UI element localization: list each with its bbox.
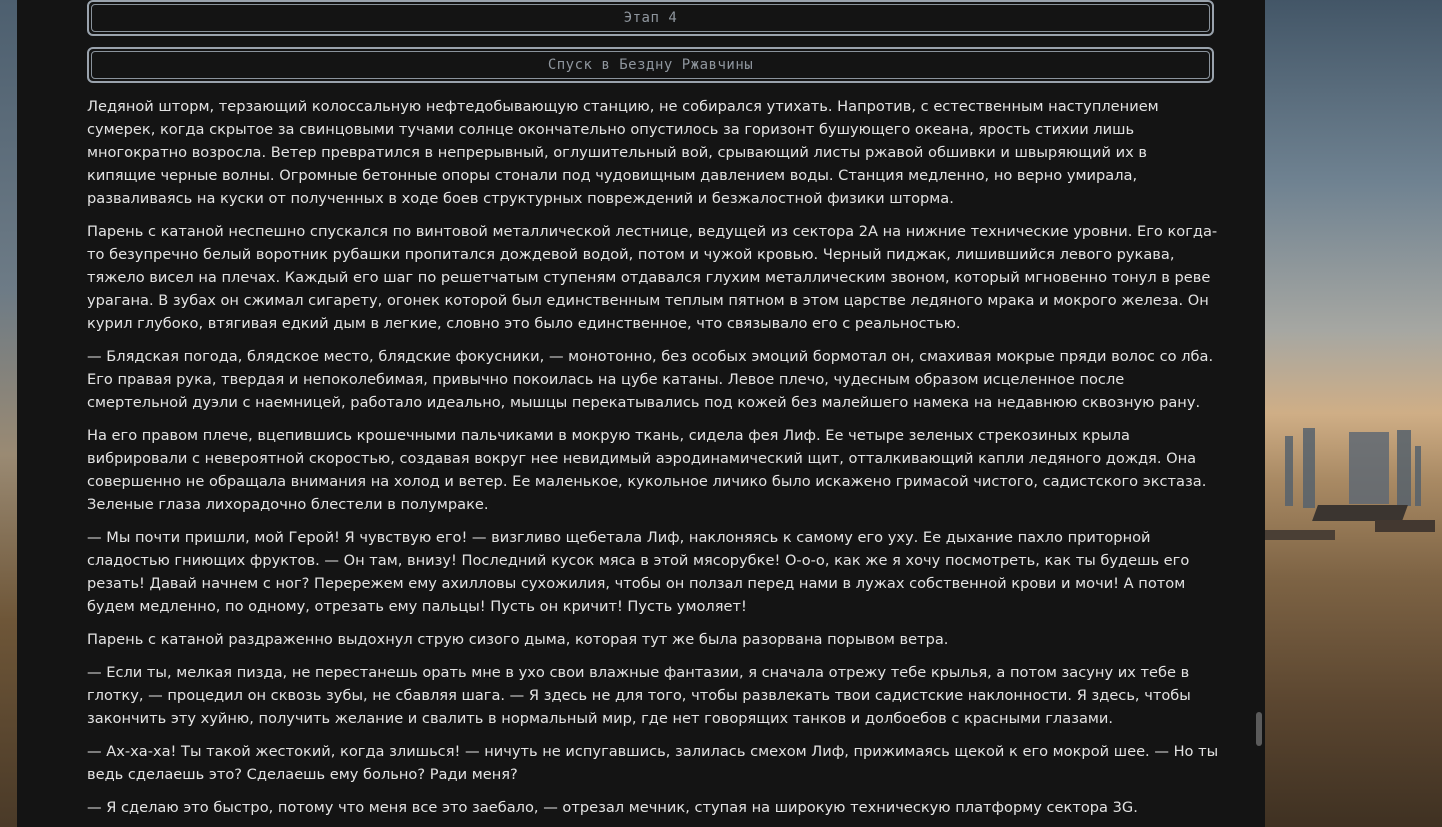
story-paragraph: — Ах-ха-ха! Ты такой жестокий, когда злишься! — ничуть не испугавшись, залилась смехом Лиф, прижимаясь щекой к его мокрой шее. — Но ты ведь сделаешь это? Сделаешь ему больно? Ради меня? <box>87 743 1219 783</box>
scrollbar-thumb[interactable] <box>1256 712 1262 746</box>
story-paragraph: На его правом плече, вцепившись крошечными пальчиками в мокрую ткань, сидела фея Лиф. Ее четыре зеленых стрекозиных крыла вибрировали с невероятной скоростью, создавая вокруг нее невидимый аэродинамический щит, отталкивающий капли ледяного дождя. Она совершенно не обращала внимания на холод и ветер. Ее маленькое, кукольное личико было искажено гримасой чистого, садистского экстаза. Зеленые глаза лихорадочно блестели в полумраке. <box>87 427 1207 513</box>
story-paragraph: Ледяной шторм, терзающий колоссальную нефтедобывающую станцию, не собирался утихать. Напротив, с естественным наступлением сумерек, когда скрытое за свинцовыми тучами солнце окончательно опустилось за горизонт бушующего океана, ярость стихии лишь многократно возросла. Ветер превратился в непрерывный, оглушительный вой, срывающий листы ржавой обшивки и швыряющий их в кипящие черные волны. Огромные бетонные опоры стонали под чудовищным давлением воды. Станция медленно, но верно умирала, разваливаясь на куски от полученных в ходе боев структурных повреждений и безжалостной физики шторма. <box>87 98 1159 207</box>
story-paragraph: Парень с катаной неспешно спускался по винтовой металлической лестнице, ведущей из сектора 2А на нижние технические уровни. Его когда-то безупречно белый воротник рубашки пропитался дождевой водой, потом и чужой кровью. Черный пиджак, лишившийся левого рукава, тяжело висел на плечах. Каждый его шаг по решетчатым ступеням отдавался глухим металлическим звоном, который мгновенно тонул в реве урагана. В зубах он сжимал сигарету, огонек которой был единственным теплым пятном в этом царстве ледяного мрака и мокрого железа. Он курил глубоко, втягивая едкий дым в легкие, словно это было единственное, что связывало его с реальностью. <box>87 223 1218 332</box>
story-paragraph: — Блядская погода, блядское место, блядские фокусники, — монотонно, без особых эмоций бормотал он, смахивая мокрые пряди волос со лба. Его правая рука, твердая и непоколебимая, привычно покоилась на цубе катаны. Левое плечо, чудесным образом исцеленное после смертельной дуэли с наемницей, работало идеально, мышцы перекатывались под кожей без малейшего намека на недавнюю сквозную рану. <box>87 348 1214 411</box>
background-left <box>0 0 17 827</box>
story-paragraph: Парень с катаной раздраженно выдохнул струю сизого дыма, которая тут же была разорвана порывом ветра. <box>87 631 949 648</box>
story-paragraph: — Если ты, мелкая пизда, не перестанешь орать мне в ухо свои влажные фантазии, я сначала отрежу тебе крылья, а потом засуну их тебе в глотку, — процедил он сквозь зубы, не сбавляя шага. — Я здесь не для того, чтобы развлекать твои садистские наклонности. Я здесь, чтобы закончить эту хуйню, получить желание и свалить в нормальный мир, где нет говорящих танков и долбоебов с красными глазами. <box>87 664 1191 727</box>
story-text <box>87 95 1219 827</box>
story-paragraph: — Мы почти пришли, мой Герой! Я чувствую его! — визгливо щебетала Лиф, наклоняясь к самому его уху. Ее дыхание пахло приторной сладостью гниющих фруктов. — Он там, внизу! Последний кусок мяса в этой мясорубке! О-о-о, как же я хочу посмотреть, как ты будешь его резать! Давай начнем с ног? Перережем ему ахилловы сухожилия, чтобы он ползал перед нами в лужах собственной крови и мочи! А потом будем медленно, по одному, отрезать ему пальцы! Пусть он кричит! Пусть умоляет! <box>87 529 1190 615</box>
stage-number-label: Этап 4 <box>623 10 678 26</box>
stage-title-box <box>87 47 1214 83</box>
stage-title-label: Спуск в Бездну Ржавчины <box>547 57 754 73</box>
story-paragraph: — Я сделаю это быстро, потому что меня все это заебало, — отрезал мечник, ступая на широкую техническую платформу сектора 3G. <box>87 799 1138 816</box>
stage-number-box <box>87 0 1214 36</box>
background-scenery <box>1265 0 1442 827</box>
